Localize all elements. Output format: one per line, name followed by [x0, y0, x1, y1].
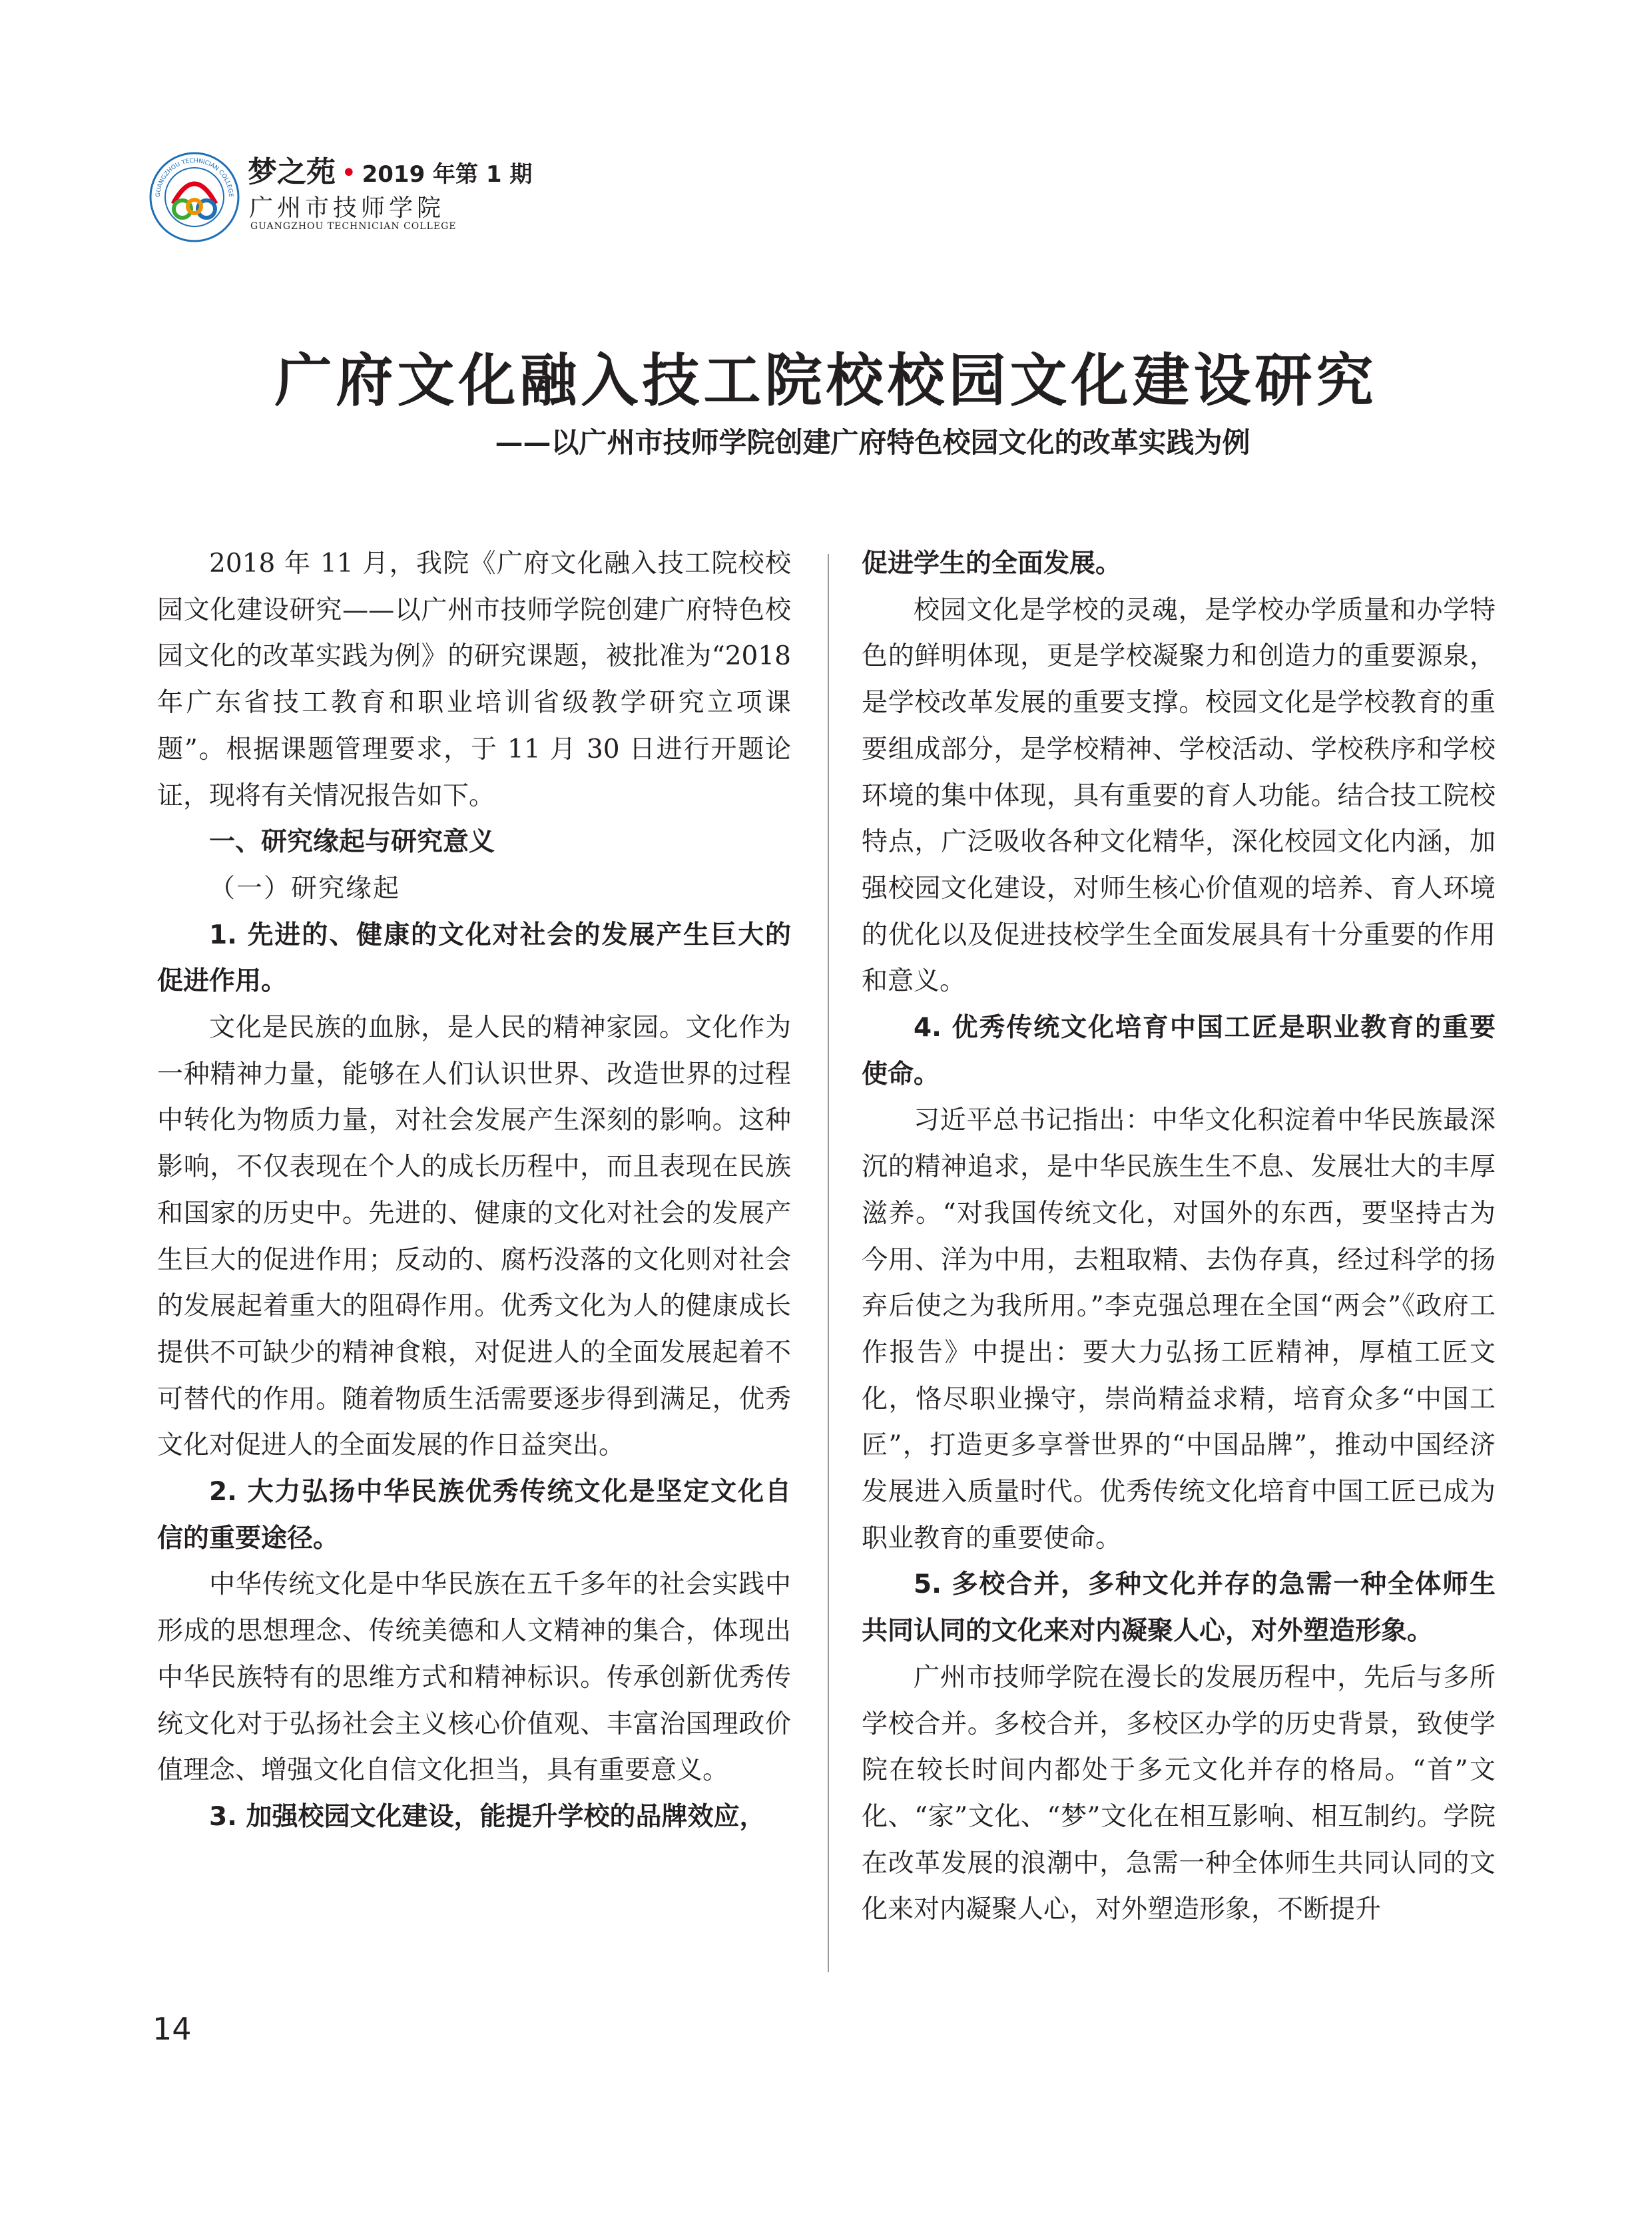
- body-paragraph: 校园文化是学校的灵魂，是学校办学质量和办学特色的鲜明体现，更是学校凝聚力和创造力的重要源泉，是学校改革发展的重要支撑。校园文化是学校教育的重要组成部分，是学校精神、学校活动、学校秩序和学校环境的集中体现，具有重要的育人功能。结合技工院校特点，广泛吸收各种文化精华，深化校园文化内涵，加强校园文化建设，对师生核心价值观的培养、育人环境的优化以及促进技校学生全面发展具有十分重要的作用和意义。: [862, 595, 1496, 997]
- magazine-name: 梦之苑: [248, 155, 336, 189]
- section-heading: 一、研究缘起与研究意义: [209, 827, 495, 858]
- page-number: 14: [152, 2011, 192, 2047]
- college-logo: [148, 150, 241, 244]
- section-heading: 1. 先进的、健康的文化对社会的发展产生巨大的促进作用。: [157, 920, 791, 997]
- section-heading-continued: 促进学生的全面发展。: [862, 549, 1122, 579]
- body-paragraph: 文化是民族的血脉，是人民的精神家园。文化作为一种精神力量，能够在人们认识世界、改造世界的过程中转化为物质力量，对社会发展产生深刻的影响。这种影响，不仅表现在个人的成长历程中，而且表现在民族和国家的历史中。先进的、健康的文化对社会的发展产生巨大的促进作用；反动的、腐朽没落的文化则对社会的发展起着重大的阻碍作用。优秀文化为人的健康成长提供不可缺少的精神食粮，对促进人的全面发展起着不可替代的作用。随着物质生活需要逐步得到满足，优秀文化对促进人的全面发展的作日益突出。: [157, 1013, 791, 1461]
- subsection-heading: （一）研究缘起: [209, 873, 401, 904]
- section-heading: 2. 大力弘扬中华民族优秀传统文化是坚定文化自信的重要途径。: [157, 1477, 791, 1553]
- article-title: 广府文化融入技工院校校园文化建设研究: [274, 348, 1378, 414]
- article-subtitle: ——以广州市技师学院创建广府特色校园文化的改革实践为例: [495, 426, 1250, 459]
- college-name-english: GUANGZHOU TECHNICIAN COLLEGE: [250, 221, 457, 232]
- column-divider: [828, 554, 829, 1972]
- magazine-line: [248, 148, 532, 190]
- left-column: [157, 541, 791, 1840]
- body-paragraph: 广州市技师学院在漫长的发展历程中，先后与多所学校合并。多校合并，多校区办学的历史背景，致使学院在较长时间内都处于多元文化并存的格局。“首”文化、“家”文化、“梦”文化在相互影响、相互制约。学院在改革发展的浪潮中，急需一种全体师生共同认同的文化来对内凝聚人心，对外塑造形象，不断提升: [862, 1662, 1496, 1925]
- issue-label: 2019 年第 1 期: [362, 161, 533, 188]
- section-heading: 5. 多校合并，多种文化并存的急需一种全体师生共同认同的文化来对内凝聚人心，对外塑造形象。: [862, 1569, 1496, 1647]
- right-column: [862, 541, 1496, 1933]
- section-heading: 4. 优秀传统文化培育中国工匠是职业教育的重要使命。: [862, 1013, 1496, 1089]
- separator-dot: •: [341, 158, 357, 188]
- body-paragraph: 2018 年 11 月，我院《广府文化融入技工院校校园文化建设研究——以广州市技师学院创建广府特色校园文化的改革实践为例》的研究课题，被批准为“2018 年广东省技工教育和职业培训省级教学研究立项课题”。根据课题管理要求，于 11 月 30 日进行开题论证，现将有关情况报告如下。: [157, 549, 791, 811]
- section-heading: 3. 加强校园文化建设，能提升学校的品牌效应，: [209, 1801, 766, 1832]
- body-paragraph: 习近平总书记指出：中华文化积淀着中华民族最深沉的精神追求，是中华民族生生不息、发展壮大的丰厚滋养。“对我国传统文化，对国外的东西，要坚持古为今用、洋为中用，去粗取精、去伪存真，经过科学的扬弃后使之为我所用。”李克强总理在全国“两会”《政府工作报告》中提出：要大力弘扬工匠精神，厚植工匠文化，恪尽职业操守，崇尚精益求精，培育众多“中国工匠”，打造更多享誉世界的“中国品牌”，推动中国经济发展进入质量时代。优秀传统文化培育中国工匠已成为职业教育的重要使命。: [862, 1105, 1496, 1553]
- body-paragraph: 中华传统文化是中华民族在五千多年的社会实践中形成的思想理念、传统美德和人文精神的集合，体现出中华民族特有的思维方式和精神标识。传承创新优秀传统文化对于弘扬社会主义核心价值观、丰富治国理政价值理念、增强文化自信文化担当，具有重要意义。: [157, 1569, 791, 1786]
- logo-ring-text: GUANGZHOU TECHNICIAN COLLEGE: [154, 157, 234, 198]
- college-name: 广州市技师学院: [249, 194, 445, 222]
- masthead: [148, 148, 681, 241]
